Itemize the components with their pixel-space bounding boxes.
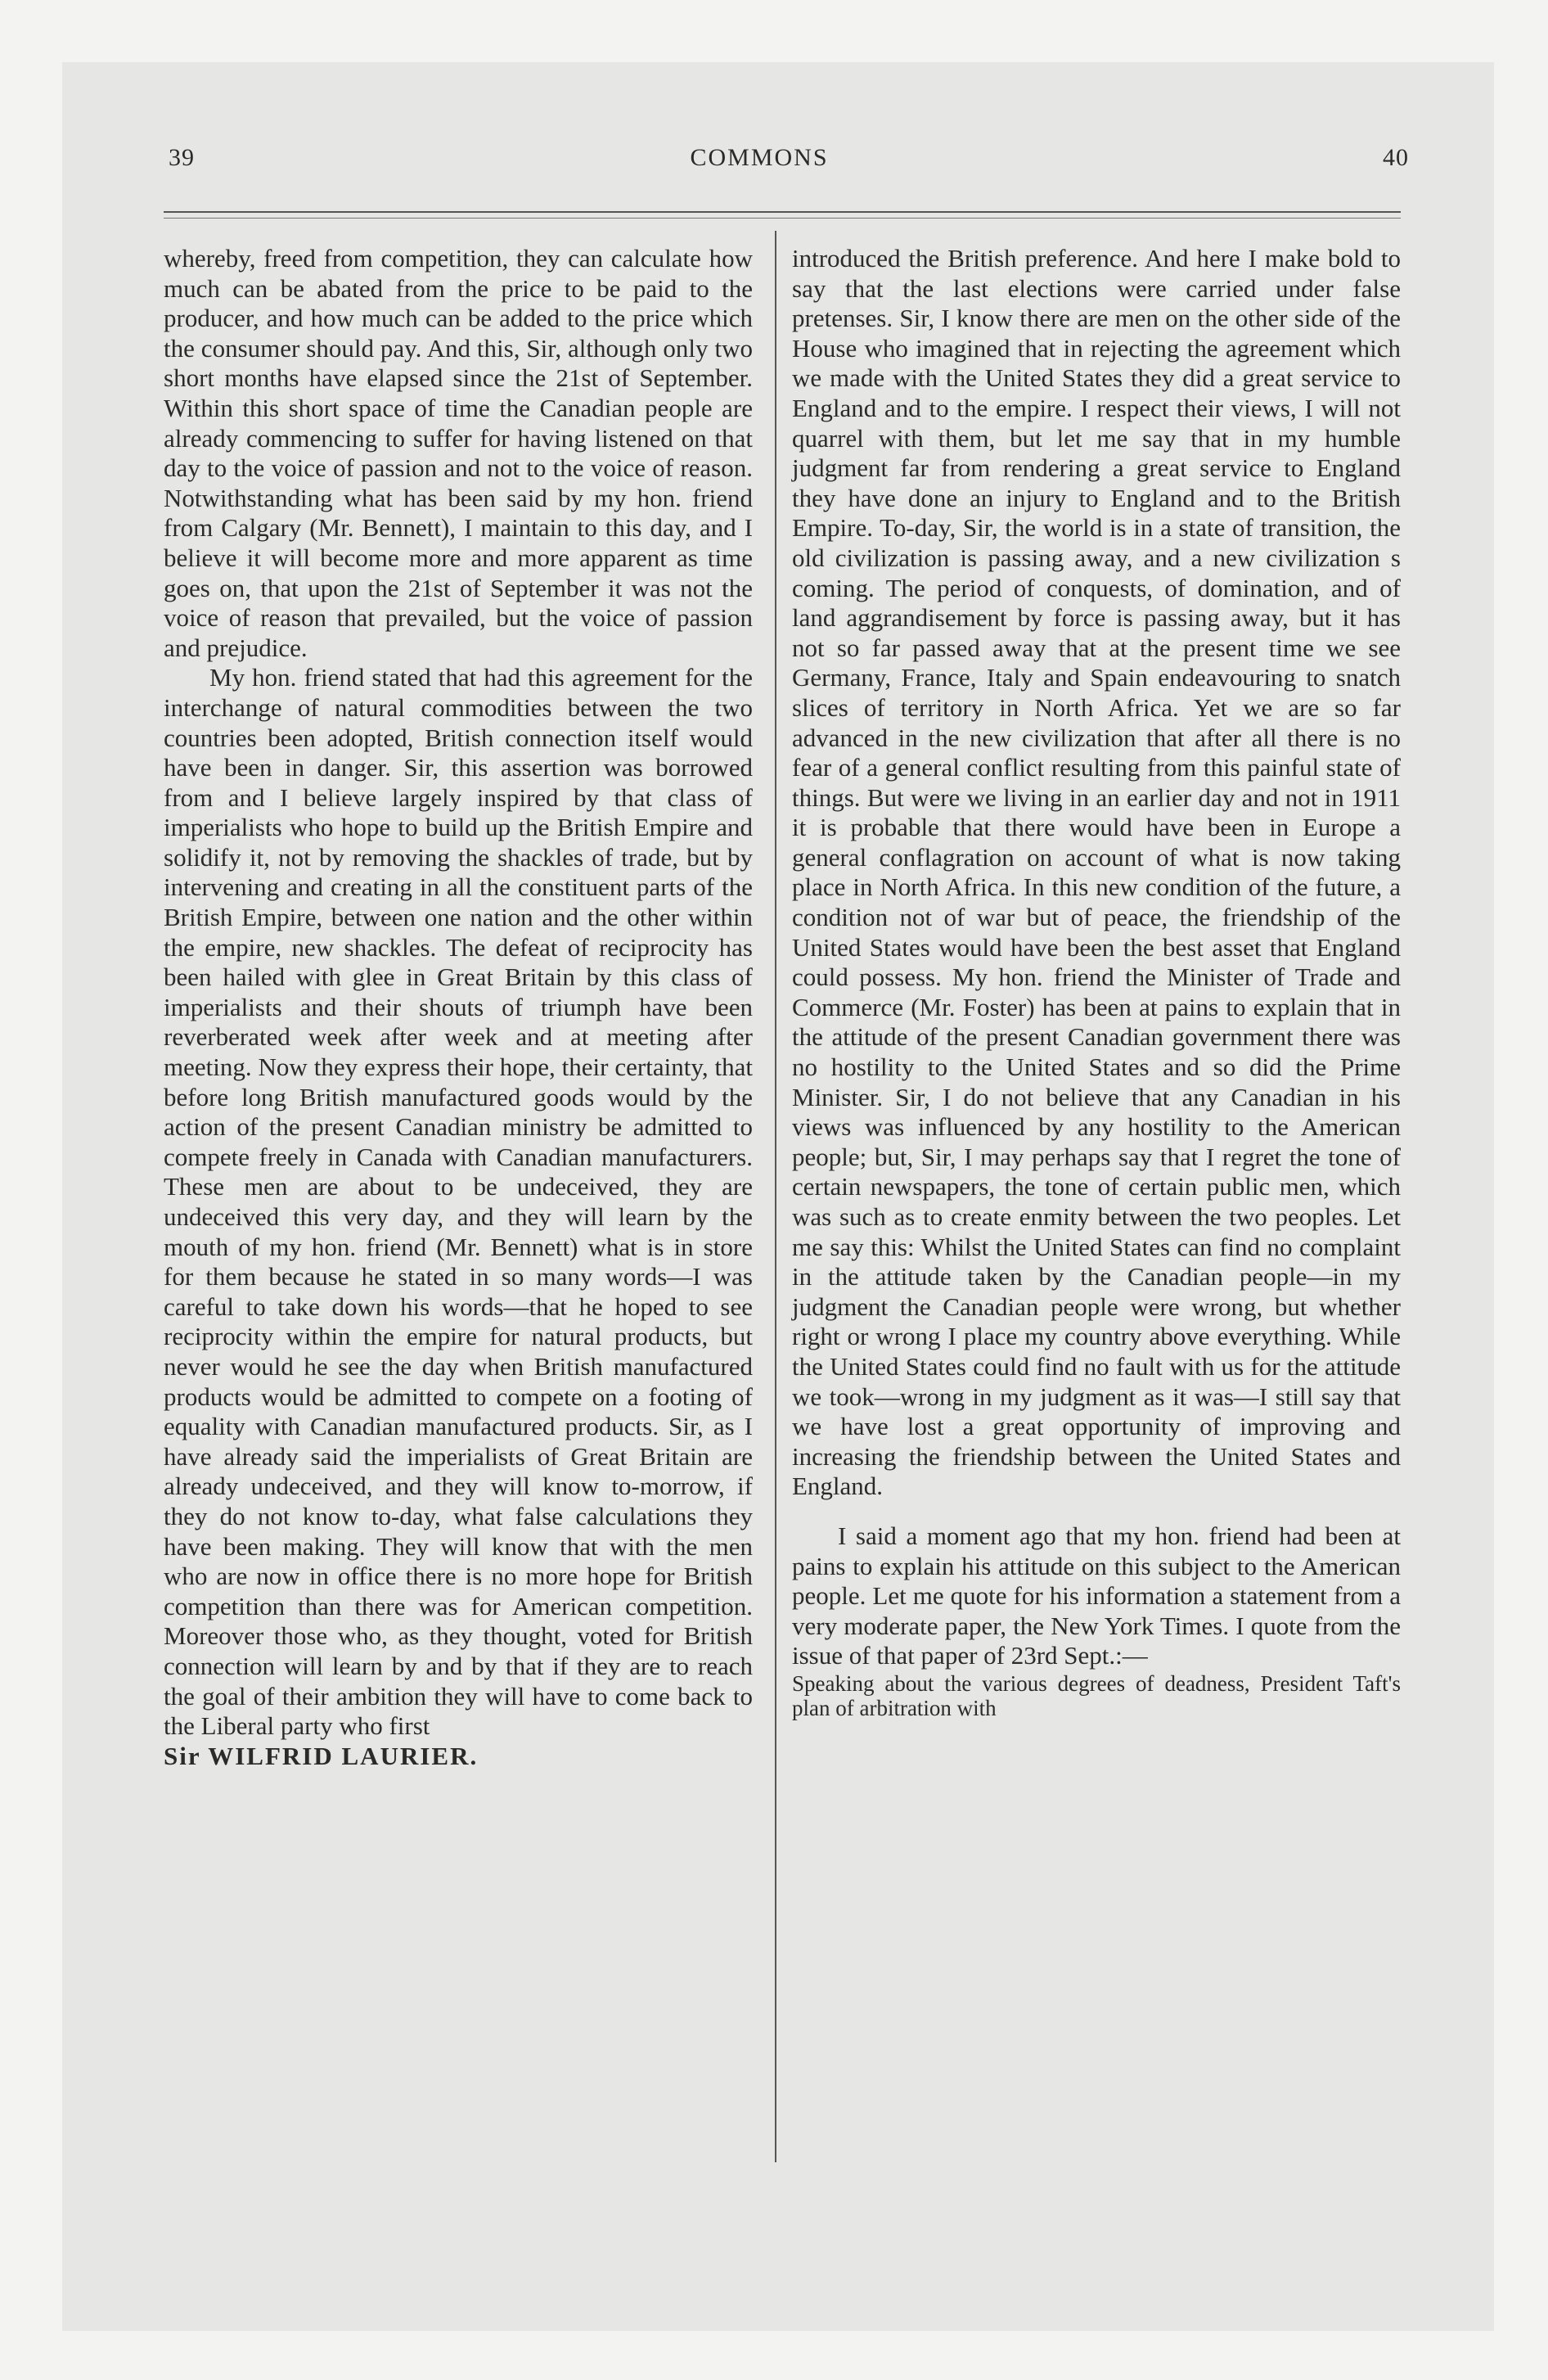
page-number-right: 40	[1383, 144, 1409, 171]
speaker-name: Sir WILFRID LAURIER.	[164, 1741, 479, 1770]
left-column	[164, 244, 753, 1771]
right-paragraph-2: I said a moment ago that my hon. friend had been at pains to explain his attitude on this subject to the American people. Let me quote for his information a statement from a very moderate paper, the New York Times. I quote from the issue of that paper of 23rd Sept.:—	[792, 1521, 1401, 1670]
header-rule-bottom	[164, 218, 1401, 219]
quoted-passage: Speaking about the various degrees of deadness, President Taft's plan of arbitration with	[792, 1670, 1401, 1720]
left-paragraph-2: My hon. friend stated that had this agreement for the interchange of natural commodities between the two countries been adopted, British connection itself would have been in danger. Sir, this assertion was borrowed from and I believe largely inspired by that class of imperialists who hope to build up the British Empire and solidify it, not by removing the shackles of trade, but by intervening and creating in all the constituent parts of the British Empire, between one nation and the other within the empire, new shackles. The defeat of reciprocity has been hailed with glee in Great Britain by this class of imperialists and their shouts of triumph have been reverberated week after week and at meeting after meeting. Now they express their hope, their certainty, that before long British manufactured goods would by the action of the present Canadian ministry be admitted to compete freely in Canada with Canadian manufacturers. These men are about to be undeceived, they are undeceived this very day, and they will learn by the mouth of my hon. friend (Mr. Bennett) what is in store for them because he stated in so many words—I was careful to take down his words—that he hoped to see reciprocity within the empire for natural products, but never would he see the day when British manufactured products would be admitted to compete on a footing of equality with Canadian manufactured products. Sir, as I have already said the imperialists of Great Britain are already undeceived, and they will know to-morrow, if they do not know to-day, what false calculations they have been making. They will know that with the men who are now in office there is no more hope for British competition than there was for American competition. Moreover those who, as they thought, voted for British connection will learn by and by that if they are to reach the goal of their ambition they will have to come back to the Liberal party who first	[164, 663, 753, 1741]
running-title: COMMONS	[690, 144, 829, 171]
paragraph-spacer	[792, 1502, 1401, 1521]
column-divider	[775, 231, 776, 2162]
header-rule-top	[164, 211, 1401, 213]
page-header	[110, 144, 1409, 177]
left-paragraph-1: whereby, freed from competition, they can calculate how much can be abated from the price to be paid to the producer, and how much can be added to the price which the consumer should pay. And this, Sir, although only two short months have elapsed since the 21st of September. Within this short space of time the Canadian people are already commencing to suffer for having listened on that day to the voice of passion and not to the voice of reason. Notwithstanding what has been said by my hon. friend from Calgary (Mr. Bennett), I maintain to this day, and I believe it will become more and more apparent as time goes on, that upon the 21st of September it was not the voice of reason that prevailed, but the voice of passion and prejudice.	[164, 244, 753, 662]
page-number-left: 39	[169, 144, 195, 171]
right-paragraph-1: introduced the British preference. And here I make bold to say that the last elections were carried under false pretenses. Sir, I know there are men on the other side of the House who imagined that in rejecting the agreement which we made with the United States they did a great service to England and to the empire. I respect their views, I will not quarrel with them, but let me say that in my humble judgment far from rendering a great service to England they have done an injury to England and to the British Empire. To-day, Sir, the world is in a state of transition, the old civilization is passing away, and a new civilization s coming. The period of conquests, of domination, and of land aggrandisement by force is passing away, but it has not so far passed away that at the present time we see Germany, France, Italy and Spain endeavouring to snatch slices of territory in North Africa. Yet we are so far advanced in the new civilization that after all there is no fear of a general conflict resulting from this painful state of things. But were we living in an earlier day and not in 1911 it is probable that there would have been in Europe a general conflagration on account of what is now taking place in North Africa. In this new condition of the future, a condition not of war but of peace, the friendship of the United States would have been the best asset that England could possess. My hon. friend the Minister of Trade and Commerce (Mr. Foster) has been at pains to explain that in the attitude of the present Canadian government there was no hostility to the United States and so did the Prime Minister. Sir, I do not believe that any Canadian in his views was influenced by any hostility to the American people; but, Sir, I may perhaps say that I regret the tone of certain newspapers, the tone of certain public men, which was such as to create enmity between the two peoples. Let me say this: Whilst the United States can find no complaint in the attitude taken by the Canadian people—in my judgment the Canadian people were wrong, but whether right or wrong I place my country above everything. While the United States could find no fault with us for the attitude we took—wrong in my judgment as it was—I still say that we have lost a great opportunity of improving and increasing the friendship between the United States and England.	[792, 244, 1401, 1501]
right-column	[792, 244, 1401, 1720]
